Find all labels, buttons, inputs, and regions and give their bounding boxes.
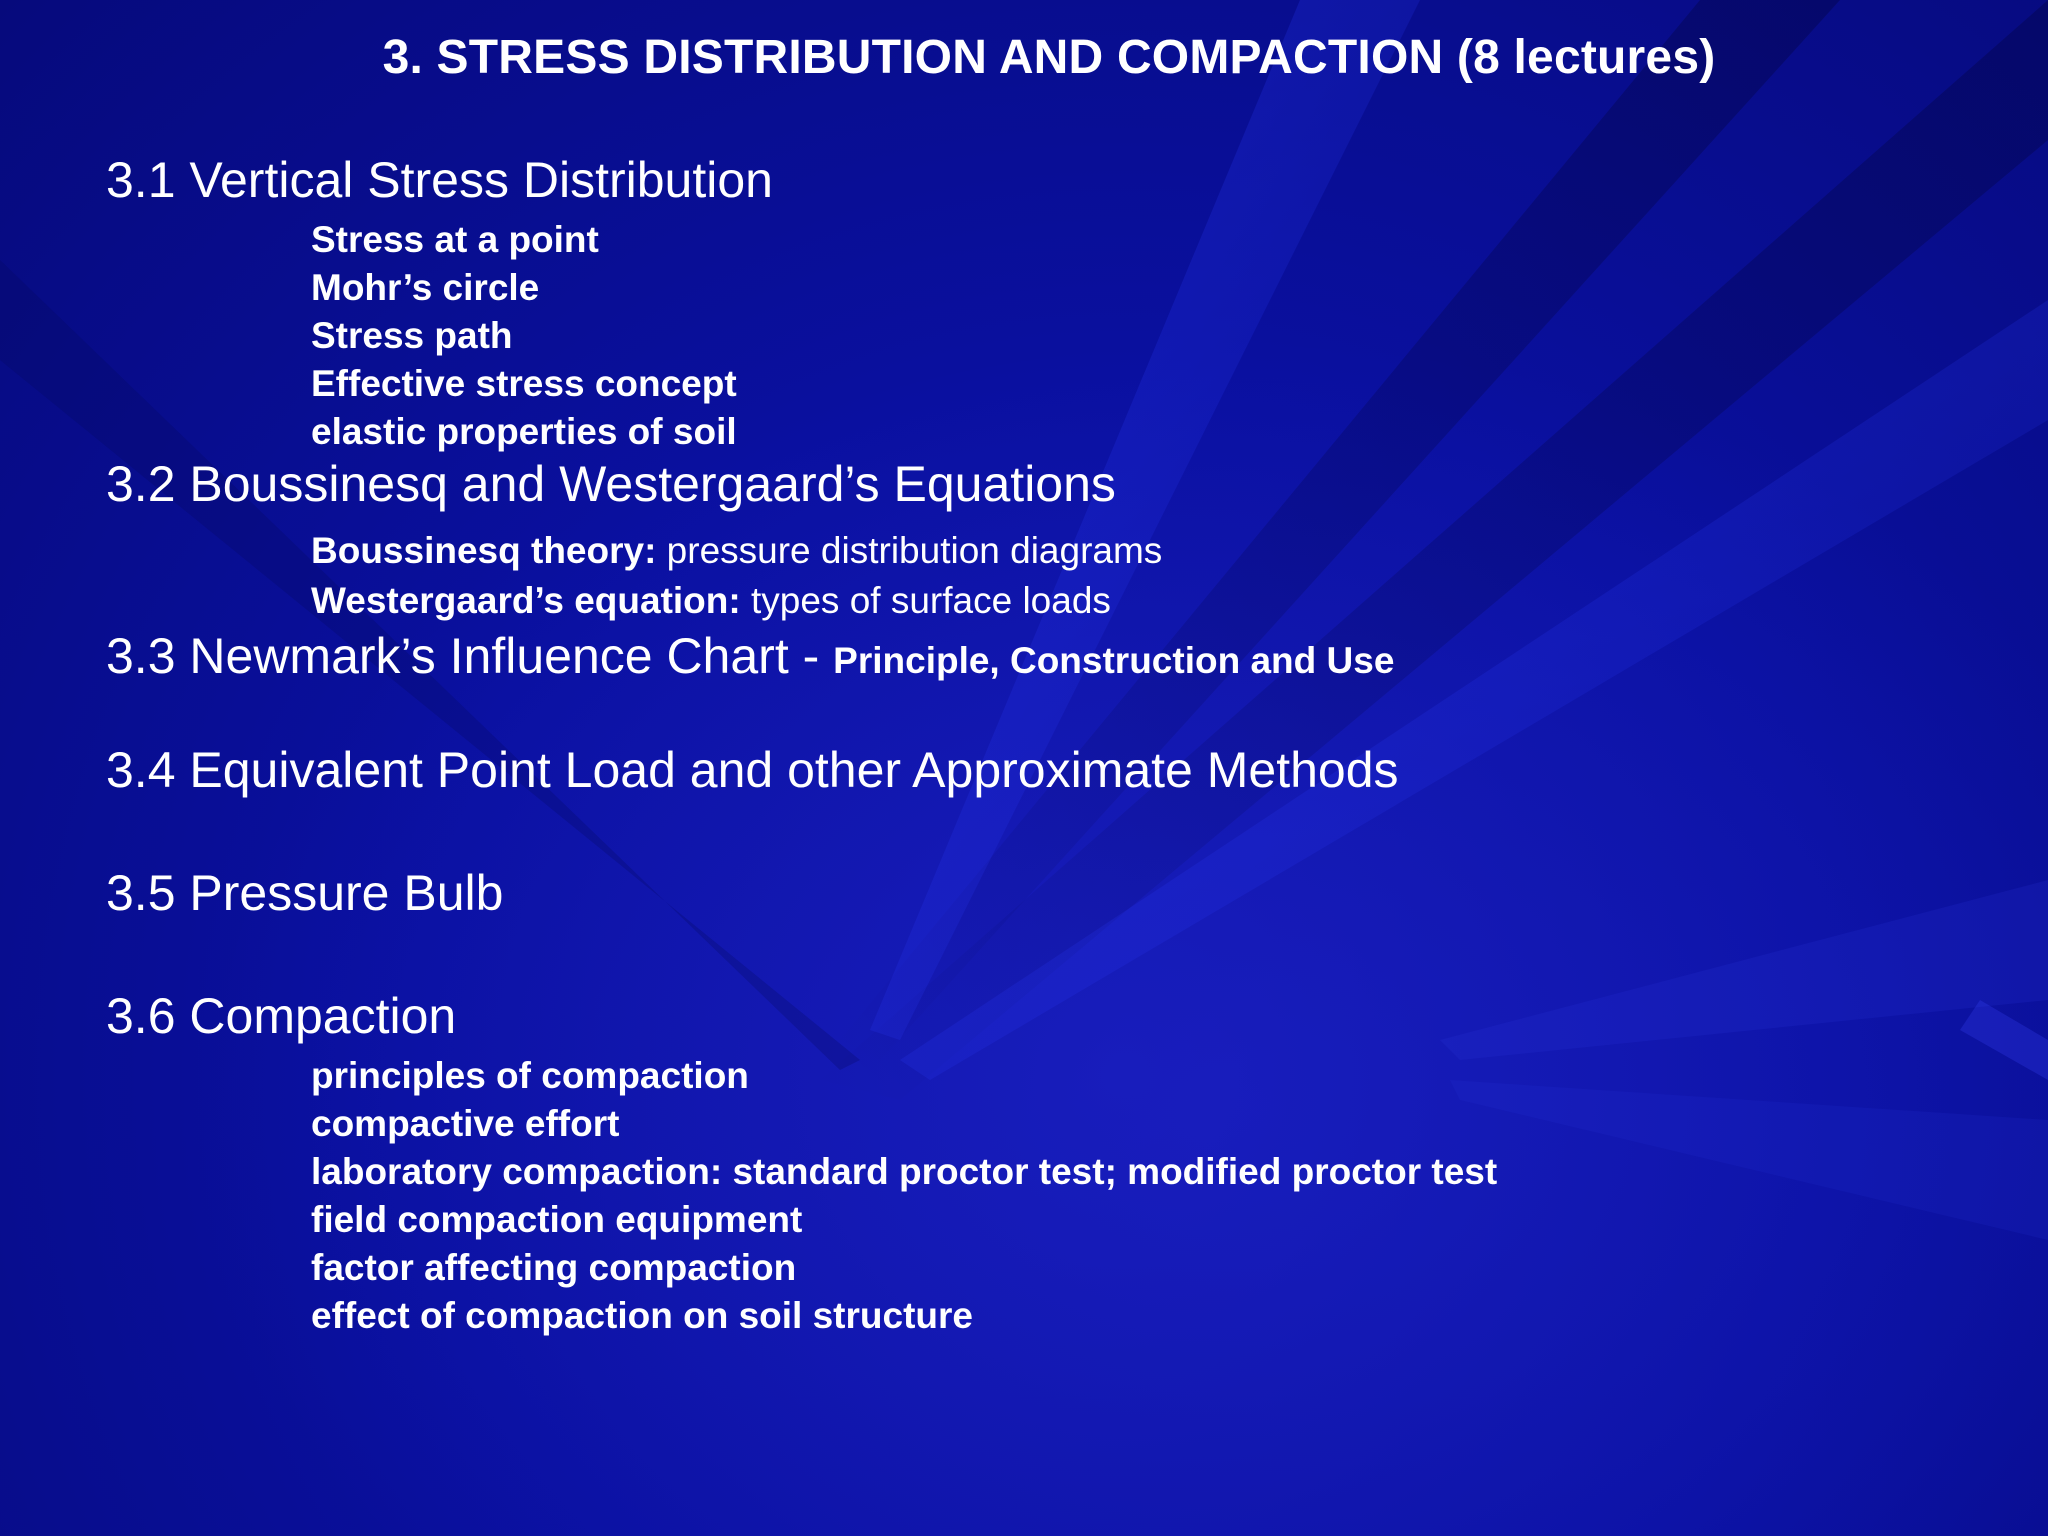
list-item: Mohr’s circle: [311, 267, 540, 308]
list-item: Stress at a point: [311, 219, 599, 260]
list-item: [311, 576, 2006, 626]
outline: [106, 150, 2006, 1340]
list-item: compactive effort: [311, 1103, 620, 1144]
list-item: principles of compaction: [311, 1055, 749, 1096]
section-3-2-items: [311, 526, 2006, 626]
section-3-3-subtitle: Principle, Construction and Use: [833, 640, 1395, 681]
list-item: field compaction equipment: [311, 1199, 803, 1240]
westergaard-label: Westergaard’s equation:: [311, 580, 741, 621]
section-3-4-heading: 3.4 Equivalent Point Load and other Approximate Methods: [106, 742, 1399, 798]
list-item: factor affecting compaction: [311, 1247, 797, 1288]
section-3-5-heading: 3.5 Pressure Bulb: [106, 865, 504, 921]
boussinesq-text: pressure distribution diagrams: [656, 530, 1163, 571]
slide-title: 3. STRESS DISTRIBUTION AND COMPACTION (8 lectures): [382, 31, 1716, 84]
list-item: Effective stress concept: [311, 363, 737, 404]
section-3-3-heading: [106, 626, 2006, 691]
list-item: [311, 526, 2006, 576]
section-3-3-title: 3.3 Newmark’s Influence Chart -: [106, 628, 834, 684]
boussinesq-label: Boussinesq theory:: [311, 530, 657, 571]
westergaard-text: types of surface loads: [740, 580, 1111, 621]
section-3-1-heading: 3.1 Vertical Stress Distribution: [106, 152, 773, 208]
section-3-2-heading: 3.2 Boussinesq and Westergaard’s Equations: [106, 456, 1116, 512]
section-3-6-heading: 3.6 Compaction: [106, 988, 457, 1044]
section-3-1-items: [311, 216, 2006, 456]
list-item: elastic properties of soil: [311, 411, 737, 452]
list-item: effect of compaction on soil structure: [311, 1295, 973, 1336]
list-item: Stress path: [311, 315, 513, 356]
list-item: laboratory compaction: standard proctor test; modified proctor test: [311, 1151, 1498, 1192]
section-3-6-items: [311, 1052, 2006, 1340]
